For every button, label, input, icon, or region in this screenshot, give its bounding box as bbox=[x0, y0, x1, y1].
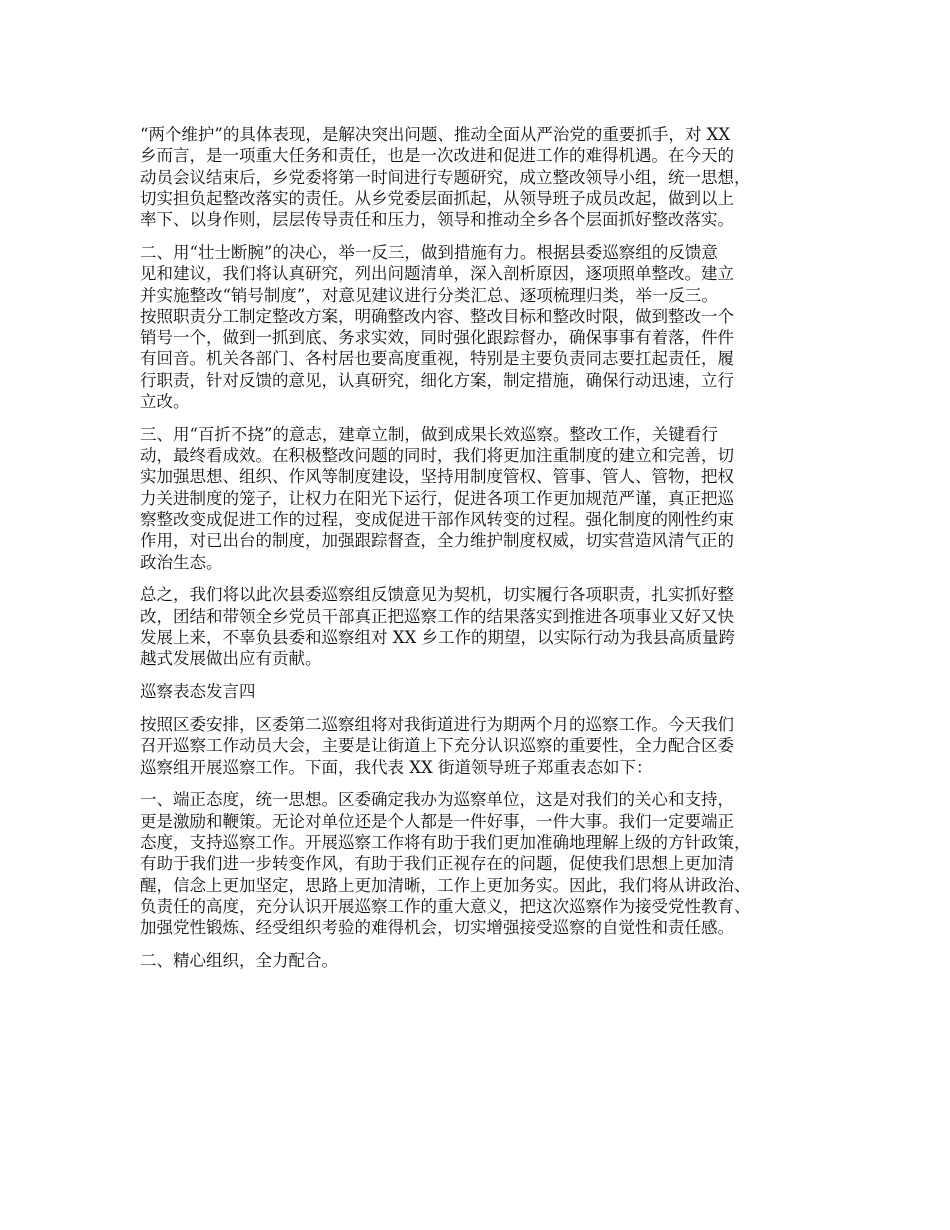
text-line: 总之，我们将以此次县委巡察组反馈意见为契机，切实履行各项职责，扎实抓好整 bbox=[140, 585, 734, 605]
text-line: 切实担负起整改落实的责任。从乡党委层面抓起，从领导班子成员改起，做到以上 bbox=[140, 188, 734, 208]
text-line: 率下、以身作则，层层传导责任和压力，领导和推动全乡各个层面抓好整改落实。 bbox=[140, 210, 734, 230]
text-line: 负责任的高度，充分认识开展巡察工作的重大意义，把这次巡察作为接受党性教育、 bbox=[140, 896, 751, 916]
text-line: 更是激励和鞭策。无论对单位还是个人都是一件好事，一件大事。我们一定要端正 bbox=[140, 811, 734, 831]
section-heading bbox=[140, 681, 830, 702]
text-line: 立改。 bbox=[140, 392, 190, 412]
paragraph bbox=[140, 242, 830, 412]
text-line: 实加强思想、组织、作风等制度建设，坚持用制度管权、管事、管人、管物，把权 bbox=[140, 467, 734, 487]
text-line: 并实施整改“销号制度”，对意见建议进行分类汇总、逐项梳理归类，举一反三。 bbox=[140, 285, 718, 305]
text-line: 按照职责分工制定整改方案，明确整改内容、整改目标和整改时限，做到整改一个 bbox=[140, 306, 734, 326]
text-line: 二、用“壮士断腕”的决心，举一反三，做到措施有力。根据县委巡察组的反馈意 bbox=[140, 242, 718, 262]
paragraph bbox=[140, 584, 830, 669]
text-line: 改，团结和带领全乡党员干部真正把巡察工作的结果落实到推进各项事业又好又快 bbox=[140, 606, 734, 626]
text-line: 态度，支持巡察工作。开展巡察工作将有助于我们更加准确地理解上级的方针政策， bbox=[140, 832, 751, 852]
text-line: “两个维护”的具体表现，是解决突出问题、推动全面从严治党的重要抓手，对 XX bbox=[140, 125, 731, 144]
text-line: 察整改变成促进工作的过程，变成促进干部作风转变的过程。强化制度的刚性约束 bbox=[140, 510, 734, 530]
paragraph bbox=[140, 789, 830, 938]
paragraph bbox=[140, 950, 830, 971]
text-line: 力关进制度的笼子，让权力在阳光下运行，促进各项工作更加规范严谨，真正把巡 bbox=[140, 488, 734, 508]
document-body bbox=[140, 124, 830, 983]
text-line: 乡而言，是一项重大任务和责任，也是一次改进和促进工作的难得机遇。在今天的 bbox=[140, 146, 734, 166]
paragraph bbox=[140, 714, 830, 778]
text-line: 销号一个，做到一抓到底、务求实效，同时强化跟踪督办，确保事事有着落，件件 bbox=[140, 328, 734, 348]
text-line: 二、精心组织，全力配合。 bbox=[140, 950, 338, 970]
text-line: 动，最终看成效。在积极整改问题的同时，我们将更加注重制度的建立和完善，切 bbox=[140, 446, 734, 466]
text-line: 三、用“百折不挠”的意志，建章立制，做到成果长效巡察。整改工作，关键看行 bbox=[140, 424, 718, 444]
text-line: 醒，信念上更加坚定，思路上更加清晰，工作上更加务实。因此，我们将从讲政治、 bbox=[140, 875, 751, 895]
text-line: 一、端正态度，统一思想。区委确定我办为巡察单位，这是对我们的关心和支持， bbox=[140, 790, 734, 810]
paragraph bbox=[140, 424, 830, 573]
text-line: 见和建议，我们将认真研究，列出问题清单，深入剖析原因，逐项照单整改。建立 bbox=[140, 264, 734, 284]
text-line: 巡察表态发言四 bbox=[140, 682, 256, 702]
text-line: 按照区委安排，区委第二巡察组将对我街道进行为期两个月的巡察工作。今天我们 bbox=[140, 714, 734, 734]
text-line: 作用，对已出台的制度，加强跟踪督查，全力维护制度权威，切实营造风清气正的 bbox=[140, 531, 734, 551]
text-line: 召开巡察工作动员大会，主要是让街道上下充分认识巡察的重要性，全力配合区委 bbox=[140, 736, 734, 756]
text-line: 有回音。机关各部门、各村居也要高度重视，特别是主要负责同志要扛起责任，履 bbox=[140, 349, 734, 369]
text-line: 巡察组开展巡察工作。下面，我代表 XX 街道领导班子郑重表态如下： bbox=[140, 757, 653, 777]
paragraph bbox=[140, 124, 830, 230]
text-line: 动员会议结束后，乡党委将第一时间进行专题研究，成立整改领导小组，统一思想， bbox=[140, 167, 751, 187]
text-line: 有助于我们进一步转变作风，有助于我们正视存在的问题，促使我们思想上更加清 bbox=[140, 854, 734, 874]
text-line: 加强党性锻炼、经受组织考验的难得机会，切实增强接受巡察的自觉性和责任感。 bbox=[140, 918, 734, 938]
text-line: 政治生态。 bbox=[140, 552, 223, 572]
text-line: 发展上来，不辜负县委和巡察组对 XX 乡工作的期望，以实际行动为我县高质量跨 bbox=[140, 628, 735, 648]
text-line: 行职责，针对反馈的意见，认真研究，细化方案，制定措施，确保行动迅速，立行 bbox=[140, 370, 734, 390]
text-line: 越式发展做出应有贡献。 bbox=[140, 649, 322, 669]
